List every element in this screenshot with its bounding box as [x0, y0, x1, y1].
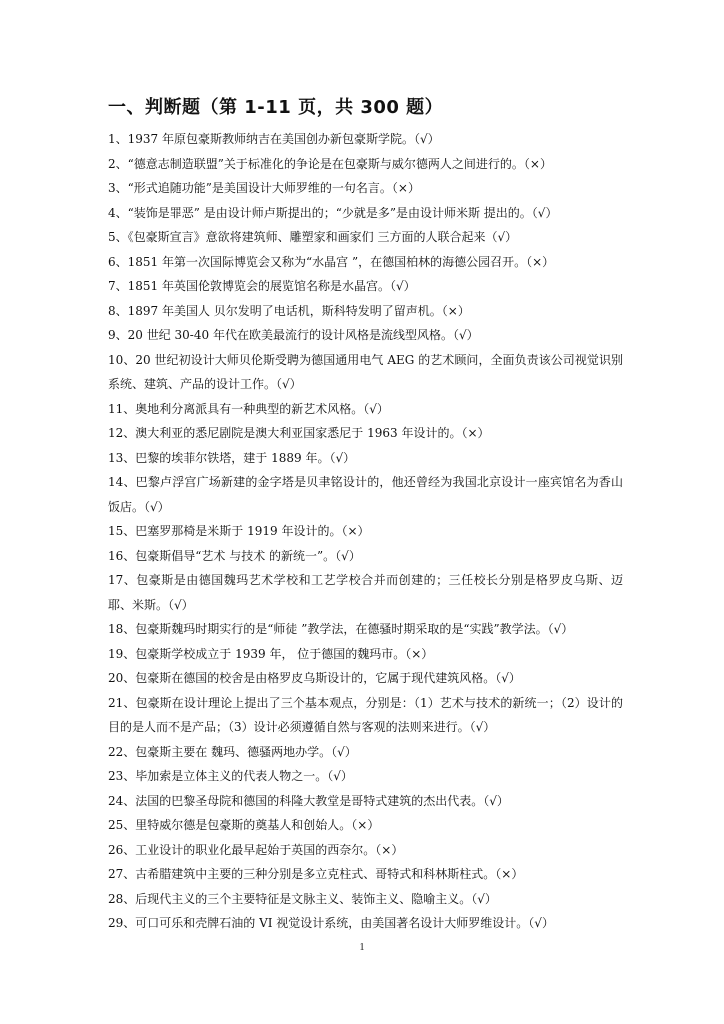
page-number: 1 — [359, 942, 365, 953]
question-item: 27、古希腊建筑中主要的三种分别是多立克柱式、哥特式和科林斯柱式。（×） — [108, 867, 524, 881]
question-item: 3、“形式追随功能”是美国设计大师罗维的一句名言。（×） — [108, 181, 420, 195]
question-item: 14、巴黎卢浮宫广场新建的金字塔是贝聿铭设计的，他还曾经为我国北京设计一座宾馆名为香山饭店。（√） — [108, 475, 623, 514]
question-item: 5、《包豪斯宣言》意欲将建筑师、雕塑家和画家们 三方面的人联合起来（√） — [108, 230, 518, 244]
question-item: 28、后现代主义的三个主要特征是文脉主义、装饰主义、隐喻主义。（√） — [108, 891, 497, 906]
question-item: 15、巴塞罗那椅是米斯于 1919 年设计的。（×） — [108, 524, 370, 538]
question-item: 13、巴黎的埃菲尔铁塔，建于 1889 年。（√） — [108, 450, 356, 465]
question-item: 12、澳大利亚的悉尼剧院是澳大利亚国家悉尼于 1963 年设计的。（×） — [108, 426, 490, 440]
question-item: 20、包豪斯在德国的校舍是由格罗皮乌斯设计的，它属于现代建筑风格。（√） — [108, 671, 521, 685]
question-item: 21、包豪斯在设计理论上提出了三个基本观点，分别是：（1）艺术与技术的新统一；（2）设计的目的是人而不是产品；（3）设计必须遵循自然与客观的法则来进行。（√） — [108, 695, 623, 734]
question-item: 16、包豪斯倡导“艺术 与技术 的新统一”。（√） — [108, 548, 361, 563]
question-item: 8、1897 年美国人 贝尔发明了电话机，斯科特发明了留声机。（×） — [108, 303, 470, 318]
question-item: 11、奥地利分离派具有一种典型的新艺术风格。（√） — [108, 401, 389, 416]
question-item: 6、1851 年第一次国际博览会又称为“水晶宫 ”，在德国柏林的海德公园召开。（×） — [108, 254, 555, 269]
question-item: 2、“德意志制造联盟”关于标准化的争论是在包豪斯与威尔德两人之间进行的。（×） — [108, 156, 552, 171]
question-item: 25、里特威尔德是包豪斯的奠基人和创始人。（×） — [108, 818, 380, 832]
question-item: 18、包豪斯魏玛时期实行的是“师徒 ”教学法，在德骚时期采取的是“实践”教学法。（√） — [108, 622, 574, 636]
question-item: 22、包豪斯主要在 魏玛、德骚两地办学。（√） — [108, 744, 357, 759]
question-item: 24、法国的巴黎圣母院和德国的科隆大教堂是哥特式建筑的杰出代表。（√） — [108, 793, 509, 808]
question-item: 10、20 世纪初设计大师贝伦斯受聘为德国通用电气 AEG 的艺术顾问，全面负责该公司视觉识别系统、建筑、产品的设计工作。（√） — [108, 352, 623, 391]
question-item: 1、1937 年原包豪斯教师纳吉在美国创办新包豪斯学院。（√） — [108, 132, 440, 146]
question-list — [108, 127, 623, 936]
question-item: 23、毕加索是立体主义的代表人物之一。（√） — [108, 769, 353, 783]
question-item: 26、工业设计的职业化最早起始于英国的西奈尔。（×） — [108, 842, 404, 857]
question-item: 29、可口可乐和壳牌石油的 VI 视觉设计系统，由美国著名设计大师罗维设计。（√） — [108, 916, 554, 930]
question-item: 4、“装饰是罪恶” 是由设计师卢斯提出的；“少就是多”是由设计师米斯 提出的。（√） — [108, 205, 558, 220]
question-item: 19、包豪斯学校成立于 1939 年， 位于德国的魏玛市。（×） — [108, 646, 434, 661]
question-item: 7、1851 年英国伦敦博览会的展览馆名称是水晶宫。（√） — [108, 279, 416, 293]
question-item: 17、包豪斯是由德国魏玛艺术学校和工艺学校合并而创建的；三任校长分别是格罗皮乌斯、迈耶、米斯。（√） — [108, 573, 623, 612]
question-item: 9、20 世纪 30-40 年代在欧美最流行的设计风格是流线型风格。（√） — [108, 328, 479, 342]
section-heading: 一、判断题（第 1-11 页，共 300 题） — [108, 97, 444, 118]
